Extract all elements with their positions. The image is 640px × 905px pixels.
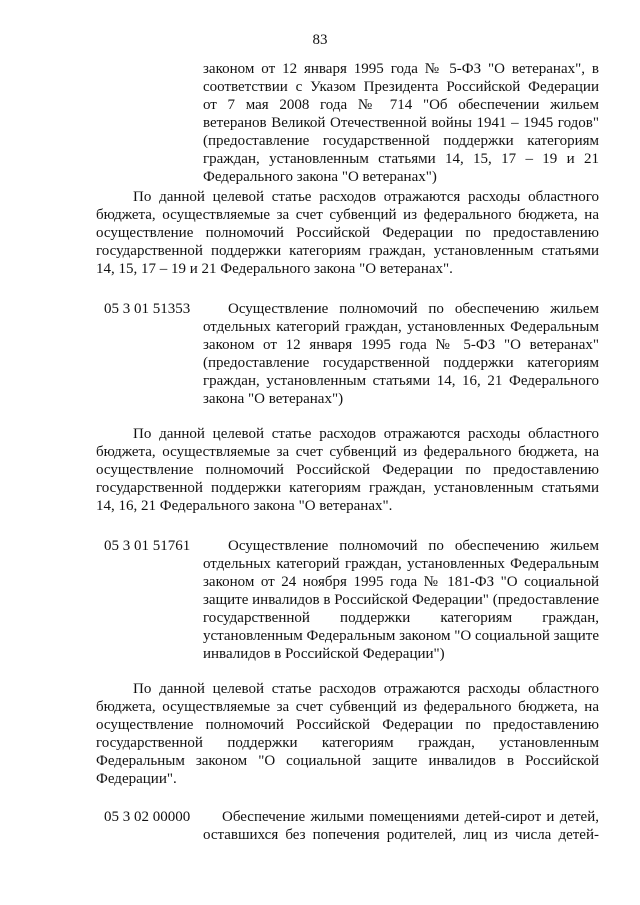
item-text-line: отдельных категорий граждан, установленных Федеральным [203,319,599,335]
paragraph-line: осуществление полномочий Российской Федерации по предоставлению [96,225,599,241]
item-text-line: (предоставление государственной поддержки категориям [203,355,599,371]
paragraph-line: государственной поддержки категориям граждан, установленным [96,735,599,751]
budget-code: 05 3 02 00000 [104,809,191,825]
paragraph-line: По данной целевой статье расходов отражаются расходы областного [133,426,599,442]
paragraph-line: бюджета, осуществляемые за счет субвенций из федерального бюджета, на [96,207,599,223]
paragraph-line: бюджета, осуществляемые за счет субвенций из федерального бюджета, на [96,444,599,460]
item-text-line: Федерального закона "О ветеранах") [203,169,437,185]
item-text-line: оставшихся без попечения родителей, лиц из числа детей- [203,827,599,843]
paragraph-line: По данной целевой статье расходов отражаются расходы областного [133,681,599,697]
item-text-line: Осуществление полномочий по обеспечению жильем [228,301,599,317]
item-text-line: законом от 12 января 1995 года № 5-ФЗ "О ветеранах" [203,337,599,353]
page-number: 83 [312,32,328,48]
item-text-line: отдельных категорий граждан, установленных Федеральным [203,556,599,572]
item-text-line: (предоставление государственной поддержки категориям [203,133,599,149]
paragraph-line: Федерации". [96,771,177,787]
item-text-line: соответствии с Указом Президента Российской Федерации [203,79,599,95]
item-text-line: законом от 24 ноября 1995 года № 181-ФЗ "О социальной [203,574,599,590]
item-text-line: Обеспечение жилыми помещениями детей-сирот и детей, [222,809,599,825]
paragraph-line: государственной поддержки категориям граждан, установленным статьями [96,480,599,496]
item-text-line: государственной поддержки категориям граждан, [203,610,599,626]
paragraph-line: Федеральным законом "О социальной защите инвалидов в Российской [96,753,599,769]
budget-code: 05 3 01 51353 [104,301,191,317]
paragraph-line: государственной поддержки категориям граждан, установленным статьями [96,243,599,259]
item-text-line: установленным Федеральным законом "О социальной защите [203,628,599,644]
paragraph-line: По данной целевой статье расходов отражаются расходы областного [133,189,599,205]
paragraph-line: бюджета, осуществляемые за счет субвенций из федерального бюджета, на [96,699,599,715]
item-text-line: защите инвалидов в Российской Федерации" (предоставление [203,592,599,608]
item-text-line: граждан, установленным статьями 14, 16, 21 Федерального [203,373,599,389]
item-text-line: Осуществление полномочий по обеспечению жильем [228,538,599,554]
item-text-line: закона "О ветеранах") [203,391,344,407]
item-text-line: граждан, установленным статьями 14, 15, 17 – 19 и 21 [203,151,599,167]
item-text-line: ветеранов Великой Отечественной войны 1941 – 1945 годов" [203,115,599,131]
paragraph-line: 14, 16, 21 Федерального закона "О ветеранах". [96,498,393,514]
paragraph-line: осуществление полномочий Российской Федерации по предоставлению [96,462,599,478]
budget-code: 05 3 01 51761 [104,538,191,554]
item-text-line: инвалидов в Российской Федерации") [203,646,445,662]
item-text-line: от 7 мая 2008 года № 714 "Об обеспечении жильем [203,97,599,113]
item-text-line: законом от 12 января 1995 года № 5-ФЗ "О ветеранах", в [203,61,599,77]
paragraph-line: 14, 15, 17 – 19 и 21 Федерального закона "О ветеранах". [96,261,453,277]
paragraph-line: осуществление полномочий Российской Федерации по предоставлению [96,717,599,733]
